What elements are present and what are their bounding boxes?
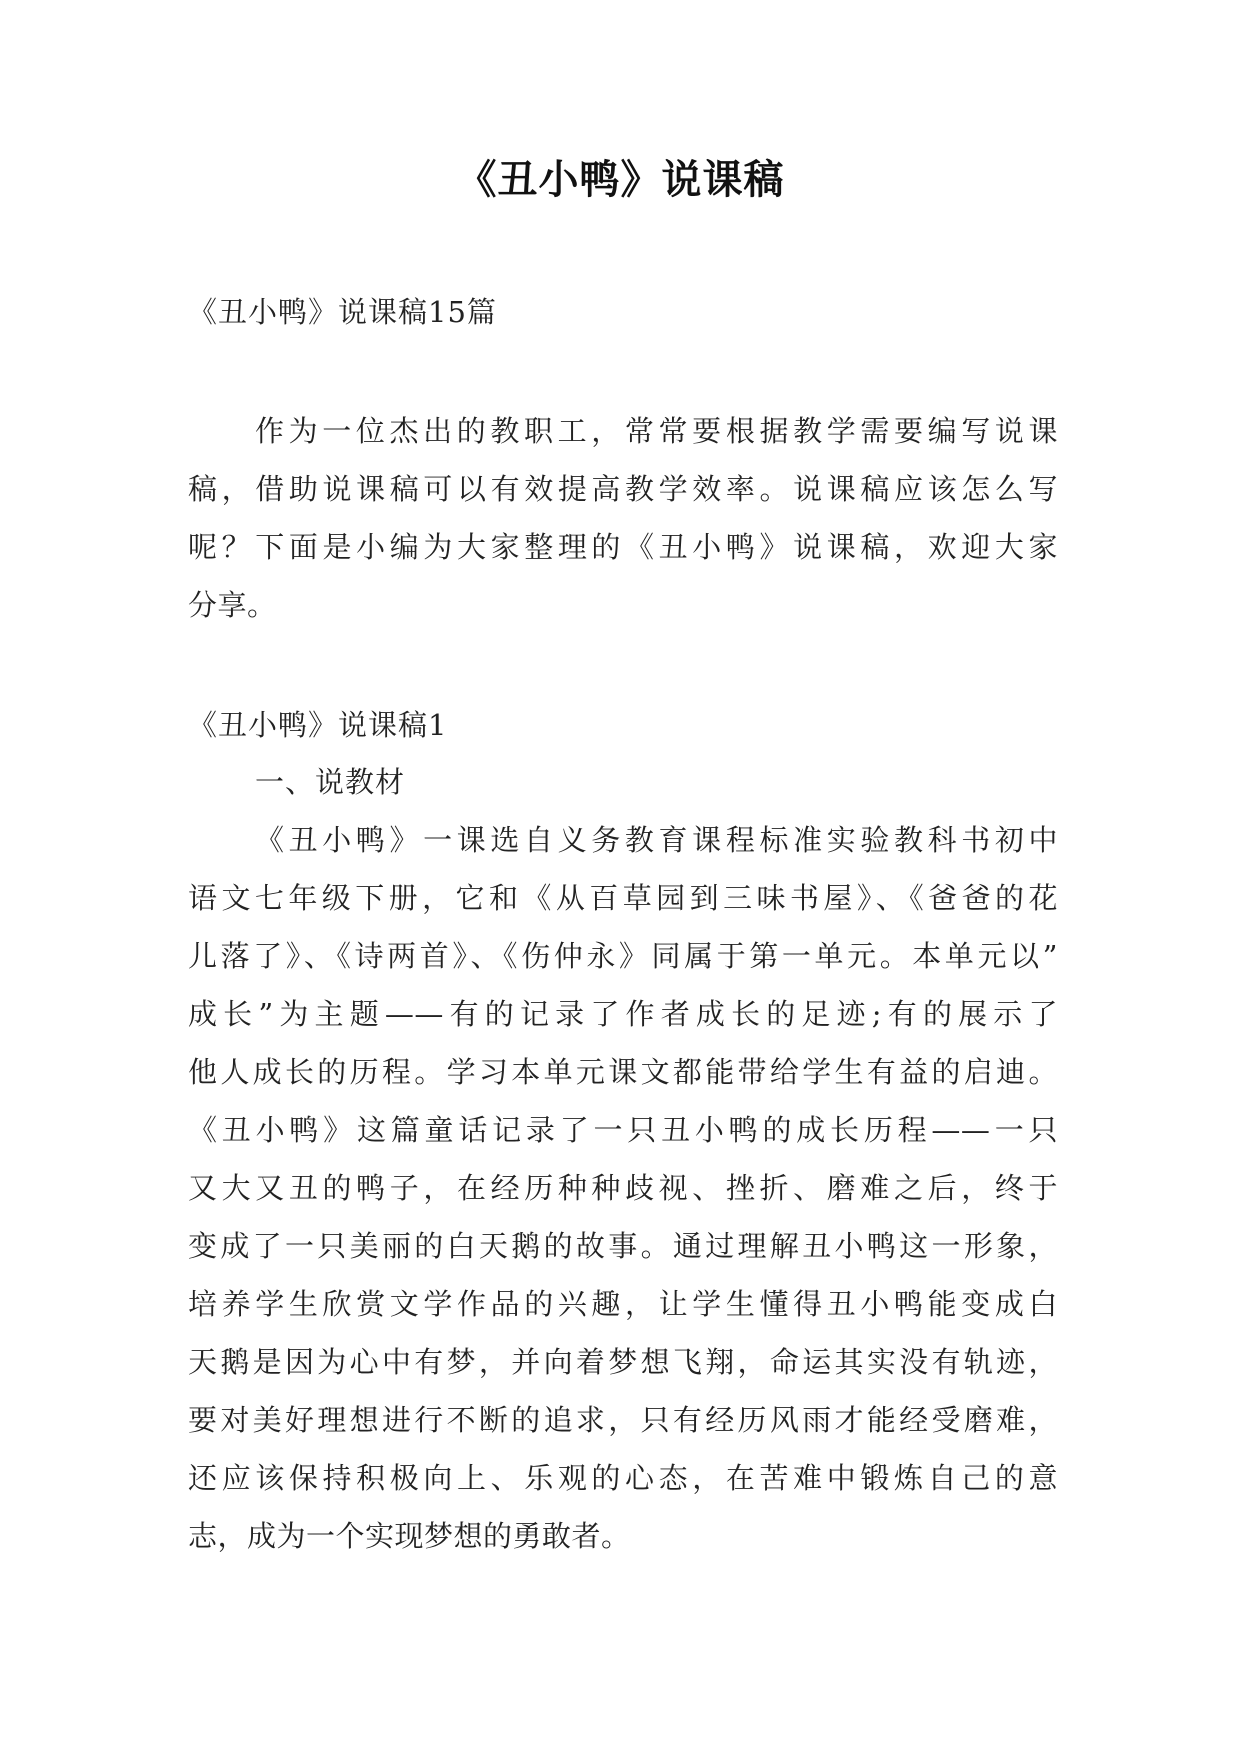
body-line: 《丑小鸭》这篇童话记录了一只丑小鸭的成长历程——一只: [188, 1113, 1058, 1147]
body-line: 语文七年级下册，它和《从百草园到三味书屋》、《爸爸的花: [188, 881, 1058, 915]
intro-line: 作为一位杰出的教职工，常常要根据教学需要编写说课: [255, 414, 1058, 448]
intro-line: 稿，借助说课稿可以有效提高教学效率。说课稿应该怎么写: [188, 472, 1058, 506]
body-line: 《丑小鸭》一课选自义务教育课程标准实验教科书初中: [255, 823, 1058, 857]
body-line: 志，成为一个实现梦想的勇敢者。: [188, 1519, 631, 1553]
body-line: 培养学生欣赏文学作品的兴趣，让学生懂得丑小鸭能变成白: [188, 1287, 1058, 1321]
body-line: 变成了一只美丽的白天鹅的故事。通过理解丑小鸭这一形象，: [188, 1229, 1058, 1263]
intro-line: 分享。: [188, 588, 277, 622]
intro-line: 呢？下面是小编为大家整理的《丑小鸭》说课稿，欢迎大家: [188, 530, 1058, 564]
section-heading: 《丑小鸭》说课稿1: [188, 708, 448, 742]
body-line: 儿落了》、《诗两首》、《伤仲永》同属于第一单元。本单元以”: [188, 939, 1058, 973]
body-paragraph: [188, 811, 1058, 1565]
body-line: 他人成长的历程。学习本单元课文都能带给学生有益的启迪。: [188, 1055, 1058, 1089]
body-line: 要对美好理想进行不断的追求，只有经历风雨才能经受磨难，: [188, 1403, 1058, 1437]
document-subtitle: 《丑小鸭》说课稿15篇: [188, 295, 497, 329]
intro-paragraph: [188, 402, 1058, 634]
body-line: 天鹅是因为心中有梦，并向着梦想飞翔，命运其实没有轨迹，: [188, 1345, 1058, 1379]
body-line: 还应该保持积极向上、乐观的心态，在苦难中锻炼自己的意: [188, 1461, 1058, 1495]
body-line: 成长”为主题——有的记录了作者成长的足迹;有的展示了: [188, 997, 1058, 1031]
sub-heading: 一、说教材: [255, 765, 406, 799]
document-title: 《丑小鸭》说课稿: [456, 156, 785, 203]
body-line: 又大又丑的鸭子，在经历种种歧视、挫折、磨难之后，终于: [188, 1171, 1058, 1205]
